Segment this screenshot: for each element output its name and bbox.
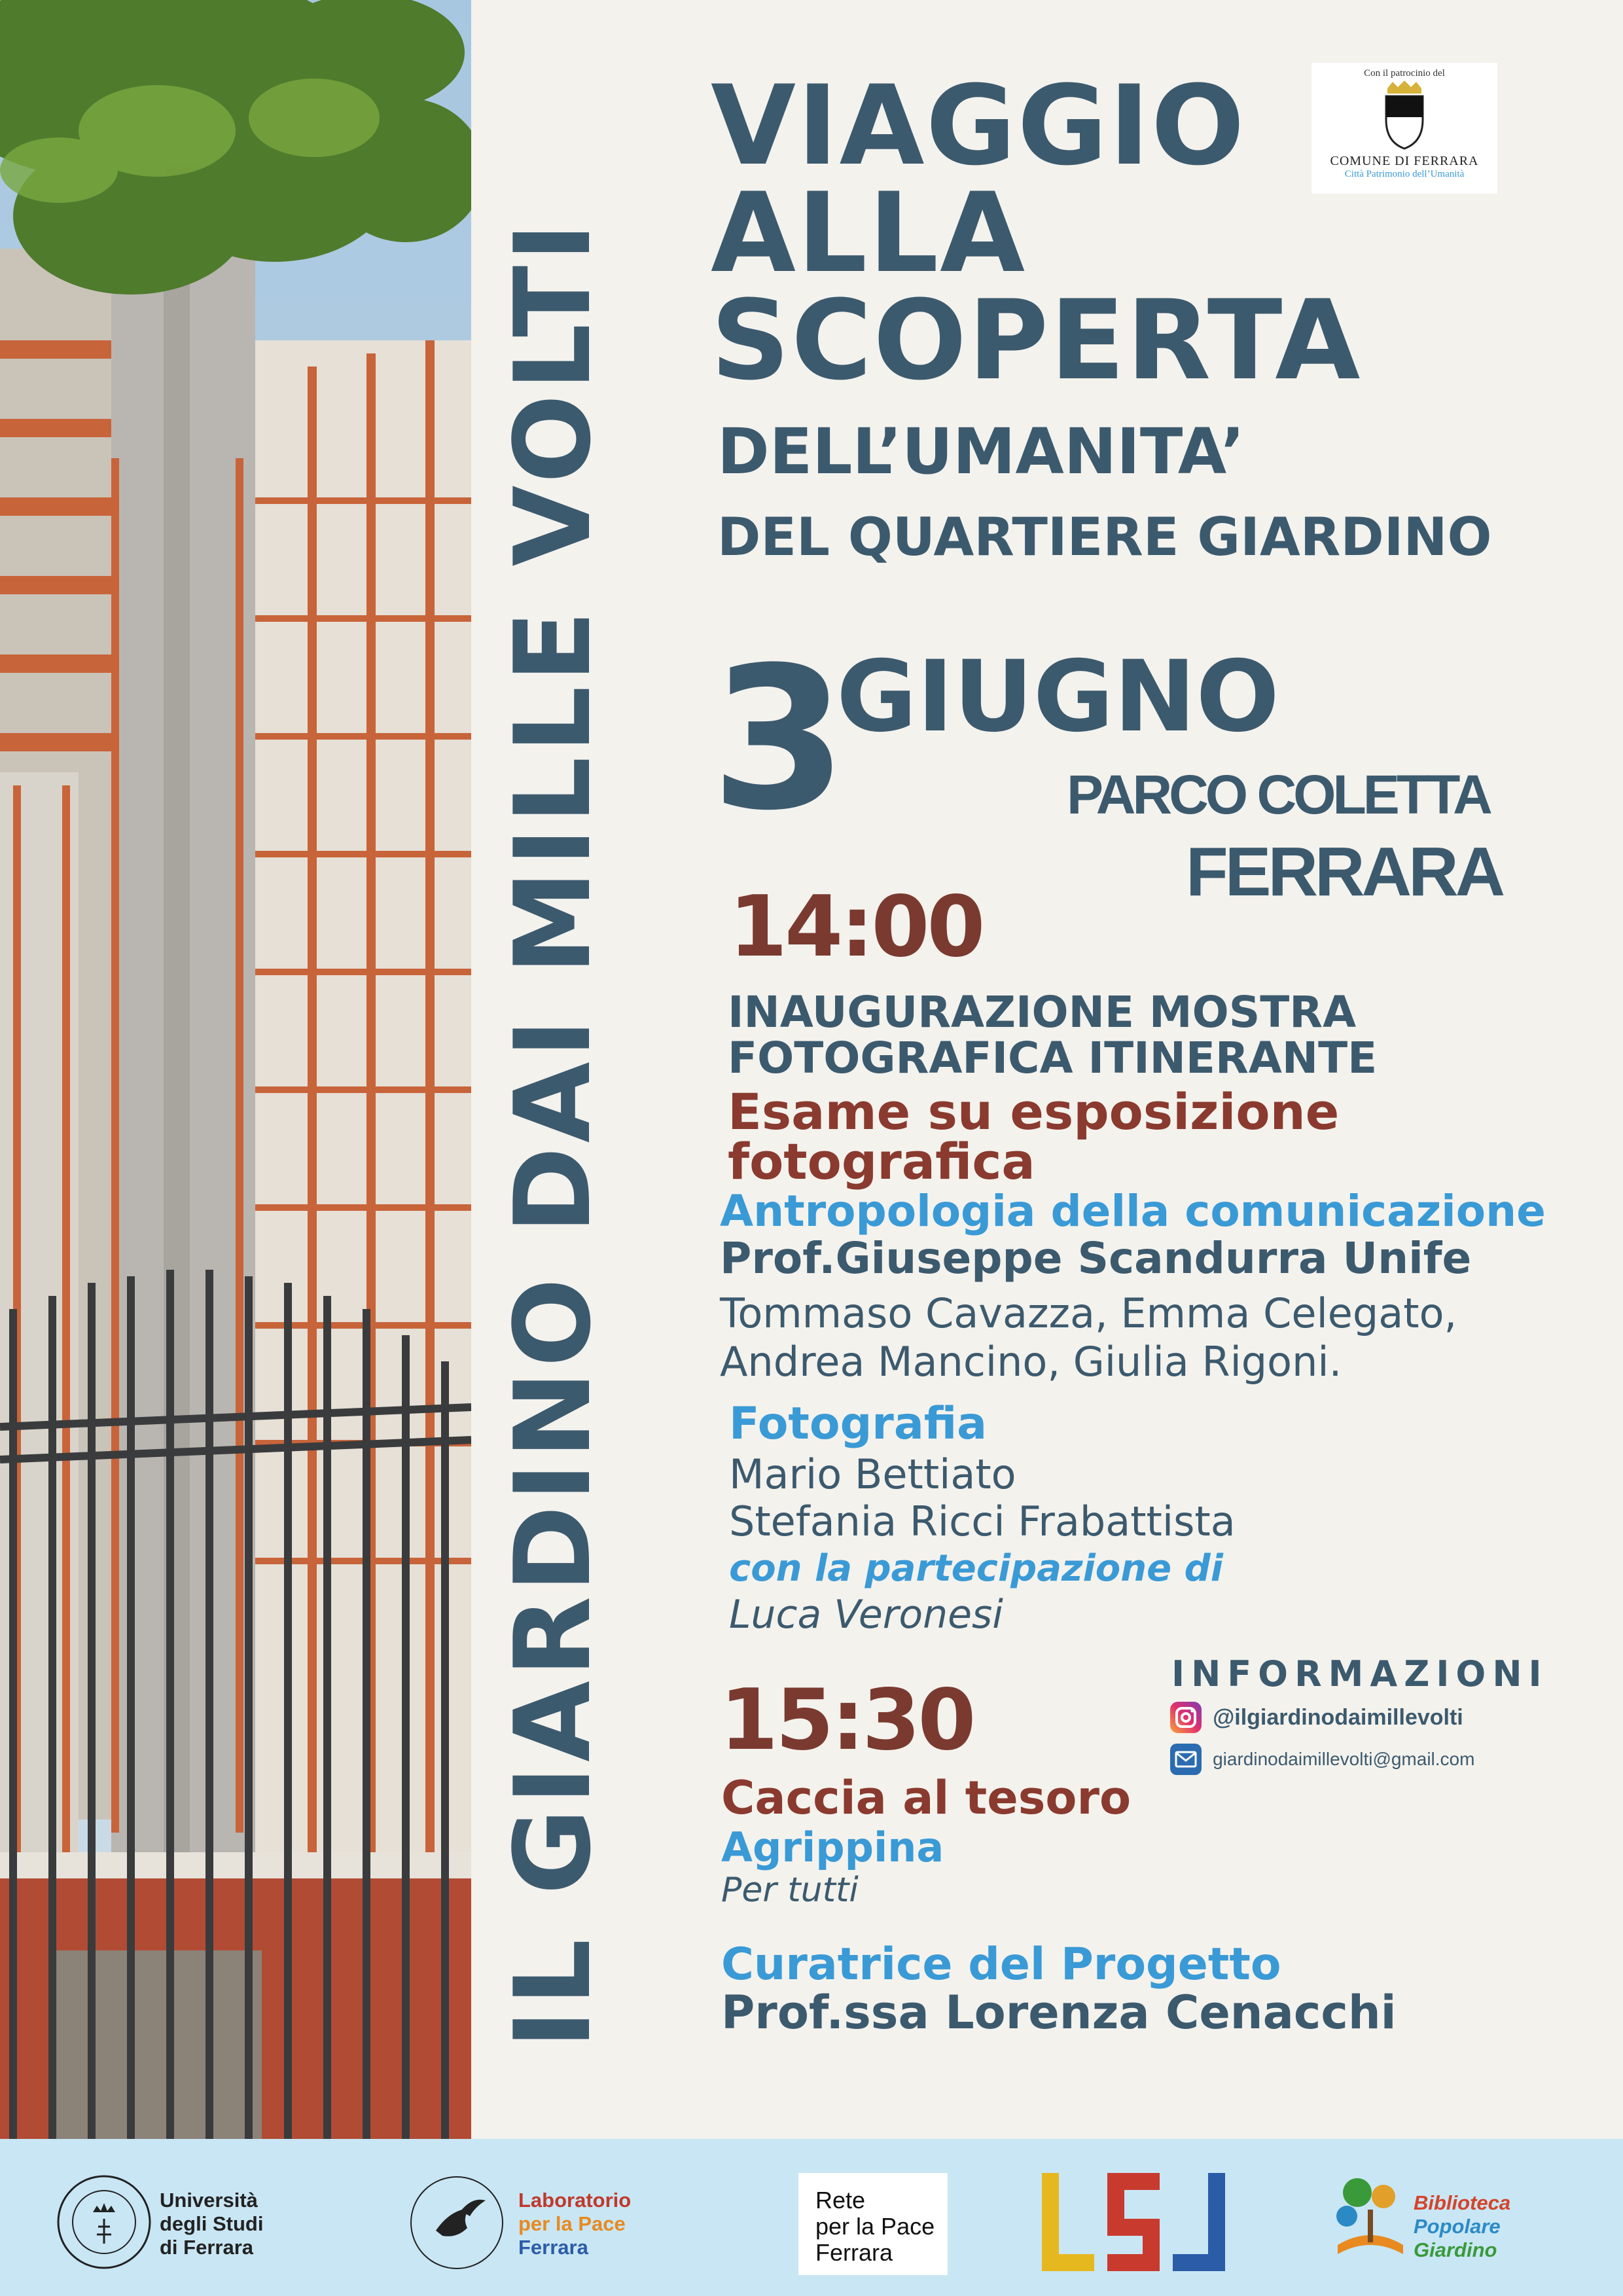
info-heading: INFORMAZIONI — [1171, 1653, 1548, 1695]
laboratorio-text — [518, 2189, 631, 2259]
unife-line-2: degli Studi — [160, 2212, 264, 2235]
curator-heading: Curatrice del Progetto — [721, 1939, 1281, 1990]
event-park: PARCO COLETTA — [1067, 764, 1489, 825]
patronage-name: COMUNE DI FERRARA — [1330, 154, 1479, 168]
rete-line-3: Ferrara — [815, 2239, 893, 2266]
event1-course: Antropologia della comunicazione — [720, 1186, 1546, 1236]
sponsor-footer — [0, 2139, 1623, 2296]
bib-line-2: Popolare — [1414, 2215, 1501, 2238]
patronage-label: Con il patrocinio del — [1364, 68, 1445, 79]
event1-exam-2: fotografica — [728, 1132, 1035, 1191]
event1-time: 14:00 — [729, 878, 983, 976]
runipace-logo — [404, 2170, 509, 2278]
event1-partecipation: con la partecipazione di — [729, 1547, 1223, 1590]
instagram-row[interactable] — [1169, 1700, 1463, 1734]
unife-line-1: Università — [160, 2189, 258, 2212]
event1-students-2: Andrea Mancino, Giulia Rigoni. — [720, 1338, 1342, 1386]
event1-exam-1: Esame su esposizione — [728, 1083, 1340, 1141]
event2-title: Caccia al tesoro — [721, 1771, 1132, 1825]
rete-line-2: per la Pace — [815, 2213, 935, 2240]
lab-line-2: per la Pace — [518, 2212, 626, 2235]
event1-title-2: FOTOGRAFICA ITINERANTE — [728, 1033, 1378, 1083]
event-month: GIUGNO — [836, 640, 1279, 754]
unife-line-3: di Ferrara — [160, 2236, 254, 2259]
bib-line-3: Giardino — [1414, 2238, 1497, 2261]
biblioteca-text — [1414, 2191, 1510, 2262]
mail-icon — [1169, 1742, 1203, 1776]
event1-students-1: Tommaso Cavazza, Emma Celegato, — [720, 1289, 1457, 1337]
lab-line-3: Ferrara — [518, 2236, 588, 2259]
event1-title-1: INAUGURAZIONE MOSTRA — [728, 987, 1357, 1037]
title-line-3: SCOPERTA — [711, 276, 1362, 404]
vertical-title: IL GIARDINO DAI MILLE VOLTI — [491, 219, 614, 2049]
geometric-logo — [1042, 2173, 1225, 2274]
event2-organizer: Agrippina — [721, 1823, 944, 1871]
unife-logo — [55, 2173, 153, 2271]
event2-audience: Per tutti — [721, 1871, 859, 1910]
instagram-handle[interactable]: @ilgiardinodaimillevolti — [1213, 1704, 1463, 1730]
building-photo — [0, 0, 471, 2139]
title-line-2: ALLA — [711, 169, 1027, 297]
comune-ferrara-logo — [1311, 63, 1497, 194]
title-line-4: DELL’UMANITA’ — [717, 415, 1245, 488]
unife-seal-icon — [55, 2173, 153, 2271]
unife-text — [160, 2189, 263, 2259]
dove-icon — [404, 2170, 509, 2275]
patronage-tagline: Città Patrimonio dell’Umanità — [1344, 169, 1465, 179]
coat-of-arms-icon — [1378, 79, 1431, 151]
event1-professor: Prof.Giuseppe Scandurra Unife — [720, 1233, 1472, 1283]
event2-time: 15:30 — [720, 1672, 974, 1769]
rete-pace-logo — [798, 2173, 948, 2275]
email-row[interactable] — [1169, 1742, 1474, 1776]
rete-line-1: Rete — [815, 2187, 866, 2214]
biblioteca-logo — [1325, 2173, 1416, 2274]
event-day: 3 — [711, 625, 847, 853]
event-city: FERRARA — [1186, 833, 1503, 910]
book-tree-icon — [1325, 2173, 1416, 2271]
event1-photographer-1: Mario Bettiato — [729, 1450, 1016, 1498]
event1-photo-heading: Fotografia — [729, 1398, 988, 1450]
curator-name: Prof.ssa Lorenza Cenacchi — [721, 1986, 1397, 2039]
title-line-1: VIAGGIO — [711, 62, 1246, 190]
event1-guest: Luca Veronesi — [729, 1592, 1003, 1638]
geometric-mark-icon — [1042, 2173, 1225, 2271]
email-address[interactable]: giardinodaimillevolti@gmail.com — [1213, 1749, 1475, 1769]
title-line-5: DEL QUARTIERE GIARDINO — [717, 507, 1492, 567]
lab-line-1: Laboratorio — [518, 2189, 632, 2212]
bib-line-1: Biblioteca — [1414, 2191, 1511, 2214]
event1-photographer-2: Stefania Ricci Frabattista — [729, 1498, 1236, 1545]
instagram-icon — [1169, 1700, 1203, 1734]
